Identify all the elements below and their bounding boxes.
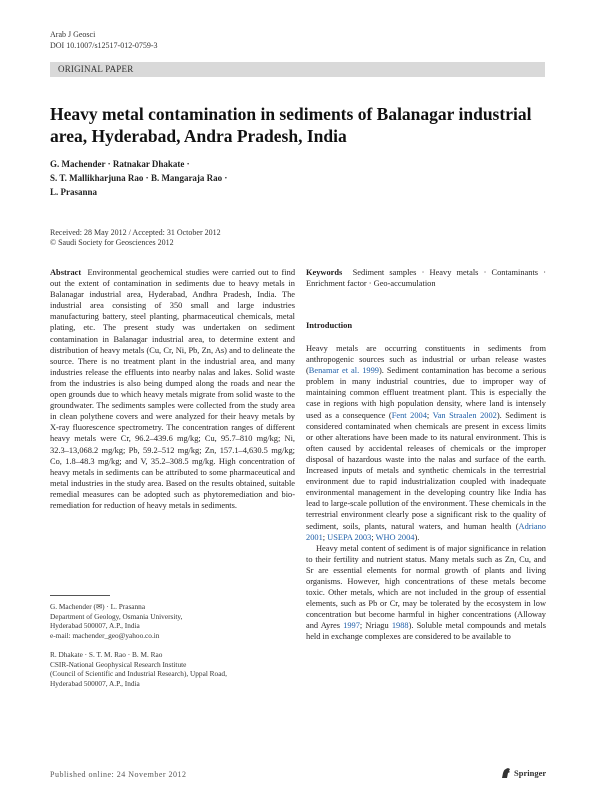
text-run: ;: [371, 532, 376, 542]
section-label: ORIGINAL PAPER: [58, 64, 134, 74]
doi: DOI 10.1007/s12517-012-0759-3: [50, 41, 158, 50]
text-run: ;: [322, 532, 328, 542]
section-band: [50, 62, 545, 77]
article-dates: [50, 228, 221, 248]
citation-link[interactable]: USEPA 2003: [327, 532, 372, 542]
affiliation-city: Hyderabad 500007, A.P., India: [50, 678, 140, 688]
author-line: G. Machender · Ratnakar Dhakate ·: [50, 159, 190, 169]
citation-link[interactable]: WHO 2004: [375, 532, 415, 542]
publisher-logo: [500, 767, 546, 779]
keywords: [306, 267, 546, 289]
text-run: ). Sediment contamination has become a serious problem in many industrial countries, due to improper way of maintaining common effluent treatment plant. This is especially the case in regions with high population density, where land is intensely used as a consequence (: [306, 366, 546, 420]
affiliation-names: R. Dhakate · S. T. M. Rao · B. M. Rao: [50, 650, 163, 659]
abstract-text: Environmental geochemical studies were carried out to find out the extent of contamination in sediments due to heavy metals in Balanagar industrial area, Hyderabad, Andhra Pradesh, India. The industrial area consisting of 350 small and large industries manufacturing battery, steel planting, pharmaceutical chemicals, metal plating, etc. The present study was undertaken on sediment contamination in Balanagar industrial area, to determine extent and distribution of heavy metals (Cu, Cr, Ni, Pb, Zn, As) and to delineate the source. There is no treatment plant in the industrial area, and many industries release the effluents into nearby nalas and lakes. Solid waste from the industries is also being dumped along the roads and near the open grounds due to which heavy metals migrate from solid waste to the groundwater. The sediments samples were collected from the study area in clean polythene covers and were analyzed for their heavy metals by X-ray fluorescence spectrometry. The concentration ranges of different heavy metals were Cr, 96.2–439.6 mg/kg; Cu, 95.7–810 mg/kg; Ni, 32.3–13,068.2 mg/kg; Pb, 59.2–512 mg/kg; Zn, 157.1–4,630.5 mg/kg; Co, 1.8–48.3 mg/kg; and V, 35.2–308.5 mg/kg. High concentration of heavy metals in sediments can be attributed to some pharmaceutical and metal industries in the study area. Based on the results obtained, suitable remedial measures can be adopted such as phytoremediation and bio-remediation for reduction of heavy metals in sediments.: [50, 268, 296, 510]
affiliation-institute: CSIR-National Geophysical Research Institute: [50, 659, 187, 669]
journal-name: Arab J Geosci: [50, 30, 96, 39]
springer-horse-icon: [500, 767, 512, 779]
published-online: Published online: 24 November 2012: [50, 770, 187, 779]
abstract-label: Abstract: [50, 268, 82, 277]
citation-link[interactable]: Van Straalen 2002: [432, 410, 497, 420]
text-run: ).: [414, 532, 420, 542]
text-run: ; Nriagu: [359, 621, 392, 631]
citation-link[interactable]: 1988: [391, 621, 409, 631]
text-run: ;: [426, 410, 433, 420]
keywords-text: Sediment samples · Heavy metals · Contaminants · Enrichment factor · Geo-accumulation: [306, 268, 546, 289]
text-run: ). Soluble metal compounds and metals held in exchange complexes are considered to be available to: [306, 621, 546, 642]
text-run: ). Sediment is considered contaminated when chemicals are present in excess limits or other alterations have been made to its natural environment. This is often caused by accidental releases of chemicals or the improper disposal of hazardous waste into the nalas and surface of the earth. Increased inputs of metals and synthetic chemicals in the terrestrial environment due to rapid industrialization coupled with inadequate environmental management in the developing country like India has lead to large-scale pollution of the environment. These chemicals in the terrestrial environment clearly pose a significant risk to the quality of sediment, soils, plants, natural waters, and human health (: [306, 410, 547, 531]
author-line: L. Prasanna: [50, 187, 98, 197]
keywords-label: Keywords: [306, 268, 343, 277]
affiliation-names: G. Machender (✉) · L. Prasanna: [50, 602, 146, 611]
affiliation-2: [50, 650, 295, 688]
abstract: [50, 267, 295, 511]
affiliation-dept: Department of Geology, Osmania University,: [50, 611, 183, 621]
author-list: [50, 157, 545, 199]
footnote-divider: [50, 595, 110, 596]
text-run: Heavy metal content of sediment is of major significance in relation to their fertility and nutrient status. Many metals such as Zn, Cu, and Sr are essential elements for normal growth of plants and living organisms. However, high concentrations of these metals become toxic. Other metals, which are not included in the group of essential elements, such as Pb or Cr, may be tolerated by the ecosystem in low concentration but become harmful in higher concentrations (Alloway and Ayres: [306, 543, 546, 631]
citation-link[interactable]: 1997: [343, 621, 360, 631]
affiliation-email[interactable]: e-mail: machender_geo@yahoo.co.in: [50, 630, 160, 640]
citation-link[interactable]: Fent 2004: [391, 410, 427, 420]
text-run: Heavy metals are occurring constituents in sediments from anthropogenic sources such as industrial or urban release wastes (: [306, 344, 546, 376]
introduction-body: [306, 343, 546, 643]
received-accepted: Received: 28 May 2012 / Accepted: 31 October 2012: [50, 228, 221, 237]
paper-title: Heavy metal contamination in sediments of Balanagar industrial area, Hyderabad, Andra Pradesh, India: [50, 104, 532, 146]
affiliation-city: Hyderabad 500007, A.P., India: [50, 621, 140, 630]
intro-paragraph-2: [306, 543, 546, 643]
citation-link[interactable]: Adriano 2001: [306, 521, 546, 542]
affiliation-1: [50, 602, 295, 640]
affiliation-council: (Council of Scientific and Industrial Research), Uppal Road,: [50, 669, 227, 678]
author-line: S. T. Mallikharjuna Rao · B. Mangaraja Rao ·: [50, 173, 228, 183]
citation-link[interactable]: Benamar et al. 1999: [308, 366, 379, 376]
publisher-name: Springer: [514, 768, 547, 778]
copyright: © Saudi Society for Geosciences 2012: [50, 238, 174, 247]
introduction-heading: Introduction: [306, 320, 353, 330]
intro-paragraph-1: [306, 343, 546, 543]
